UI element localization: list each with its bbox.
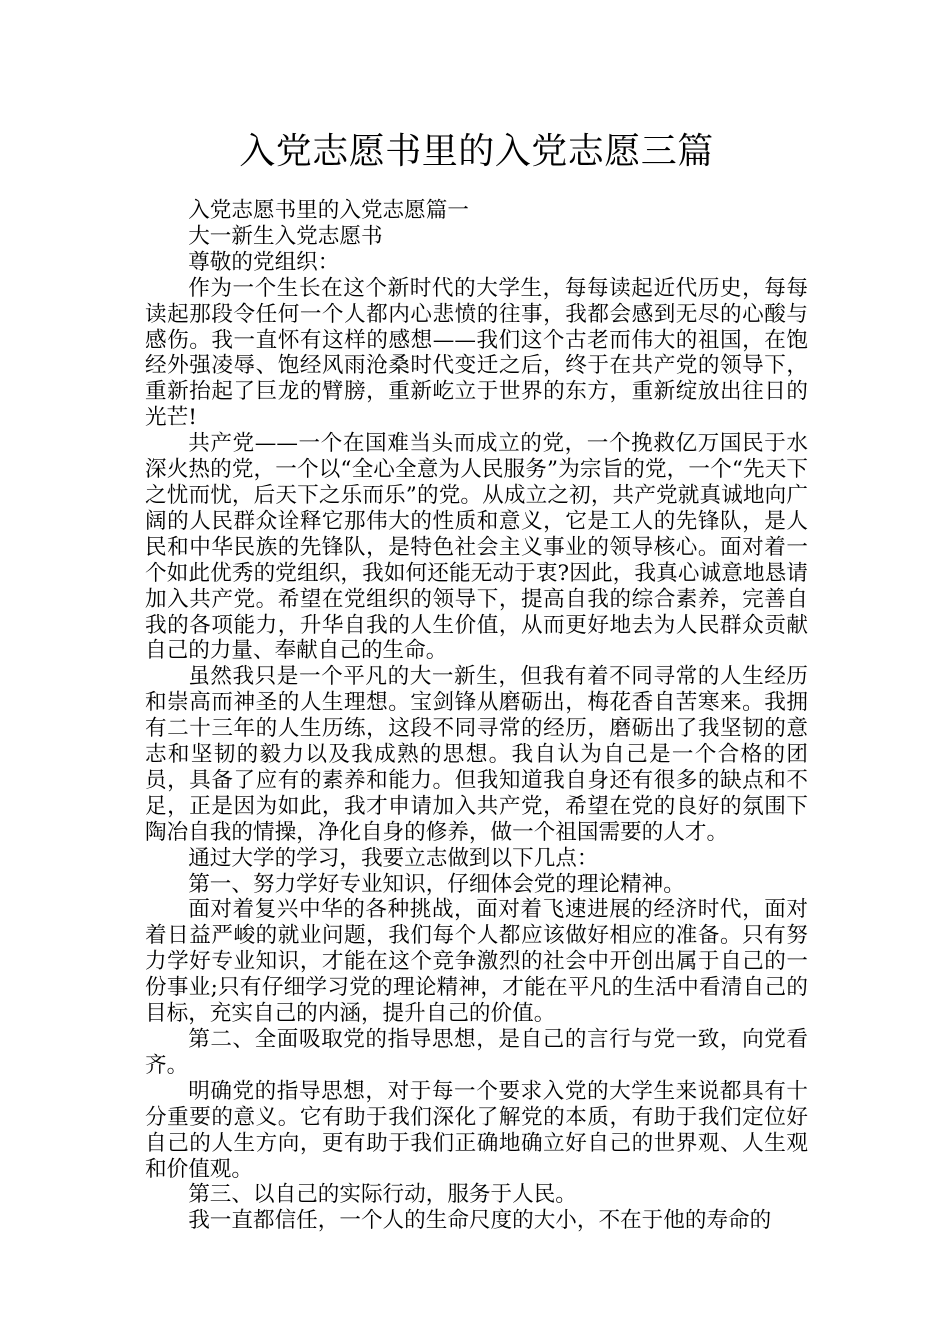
document-body	[145, 198, 808, 1234]
document-title: 入党志愿书里的入党志愿三篇	[239, 131, 714, 172]
body-paragraph: 虽然我只是一个平凡的大一新生，但我有着不同寻常的人生经历和崇高而神圣的人生理想。宝剑锋从磨砺出，梅花香自苦寒来。我拥有二十三年的人生历练，这段不同寻常的经历，磨砺出了我坚韧的意志和坚韧的毅力以及我成熟的思想。我自认为自己是一个合格的团员，具备了应有的素养和能力。但我知道我自身还有很多的缺点和不足，正是因为如此，我才申请加入共产党，希望在党的良好的氛围下陶冶自我的情操，净化自身的修养，做一个祖国需要的人才。	[145, 664, 808, 845]
point-heading: 第三、以自己的实际行动，服务于人民。	[188, 1182, 577, 1208]
document-page	[145, 0, 808, 1234]
body-paragraph: 作为一个生长在这个新时代的大学生，每每读起近代历史，每每读起那段令任何一个人都内心悲愤的往事，我都会感到无尽的心酸与感伤。我一直怀有这样的感想——我们这个古老而伟大的祖国，在饱经外强凌辱、饱经风雨沧桑时代变迁之后，终于在共产党的领导下，重新抬起了巨龙的臂膀，重新屹立于世界的东方，重新绽放出往日的光芒!	[145, 275, 808, 431]
body-paragraph: 面对着复兴中华的各种挑战，面对着飞速进展的经济时代，面对着日益严峻的就业问题，我们每个人都应该做好相应的准备。只有努力学好专业知识，才能在这个竞争激烈的社会中开创出属于自己的一份事业;只有仔细学习党的理论精神，才能在平凡的生活中看清自己的目标，充实自己的内涵，提升自己的价值。	[145, 897, 808, 1027]
point-heading: 第二、全面吸取党的指导思想，是自己的言行与党一致，向党看齐。	[145, 1027, 808, 1078]
salutation: 尊敬的党组织：	[188, 249, 340, 275]
body-paragraph: 我一直都信任，一个人的生命尺度的大小，不在于他的寿命的	[188, 1208, 772, 1234]
body-paragraph: 通过大学的学习，我要立志做到以下几点：	[188, 845, 599, 871]
section-heading: 入党志愿书里的入党志愿篇一	[188, 198, 469, 223]
letter-title: 大一新生入党志愿书	[188, 223, 383, 249]
body-paragraph: 明确党的指导思想，对于每一个要求入党的大学生来说都具有十分重要的意义。它有助于我们深化了解党的本质，有助于我们定位好自己的人生方向，更有助于我们正确地确立好自己的世界观、人生观和价值观。	[145, 1078, 808, 1182]
body-paragraph: 共产党——一个在国难当头而成立的党，一个挽救亿万国民于水深火热的党，一个以“全心全意为人民服务”为宗旨的党，一个“先天下之忧而忧，后天下之乐而乐”的党。从成立之初，共产党就真诚地向广阔的人民群众诠释它那伟大的性质和意义，它是工人的先锋队，是人民和中华民族的先锋队，是特色社会主义事业的领导核心。面对着一个如此优秀的党组织，我如何还能无动于衷?因此，我真心诚意地恳请加入共产党。希望在党组织的领导下，提高自我的综合素养，完善自我的各项能力，升华自我的人生价值，从而更好地去为人民群众贡献自己的力量、奉献自己的生命。	[145, 431, 808, 664]
point-heading: 第一、努力学好专业知识，仔细体会党的理论精神。	[188, 871, 685, 897]
